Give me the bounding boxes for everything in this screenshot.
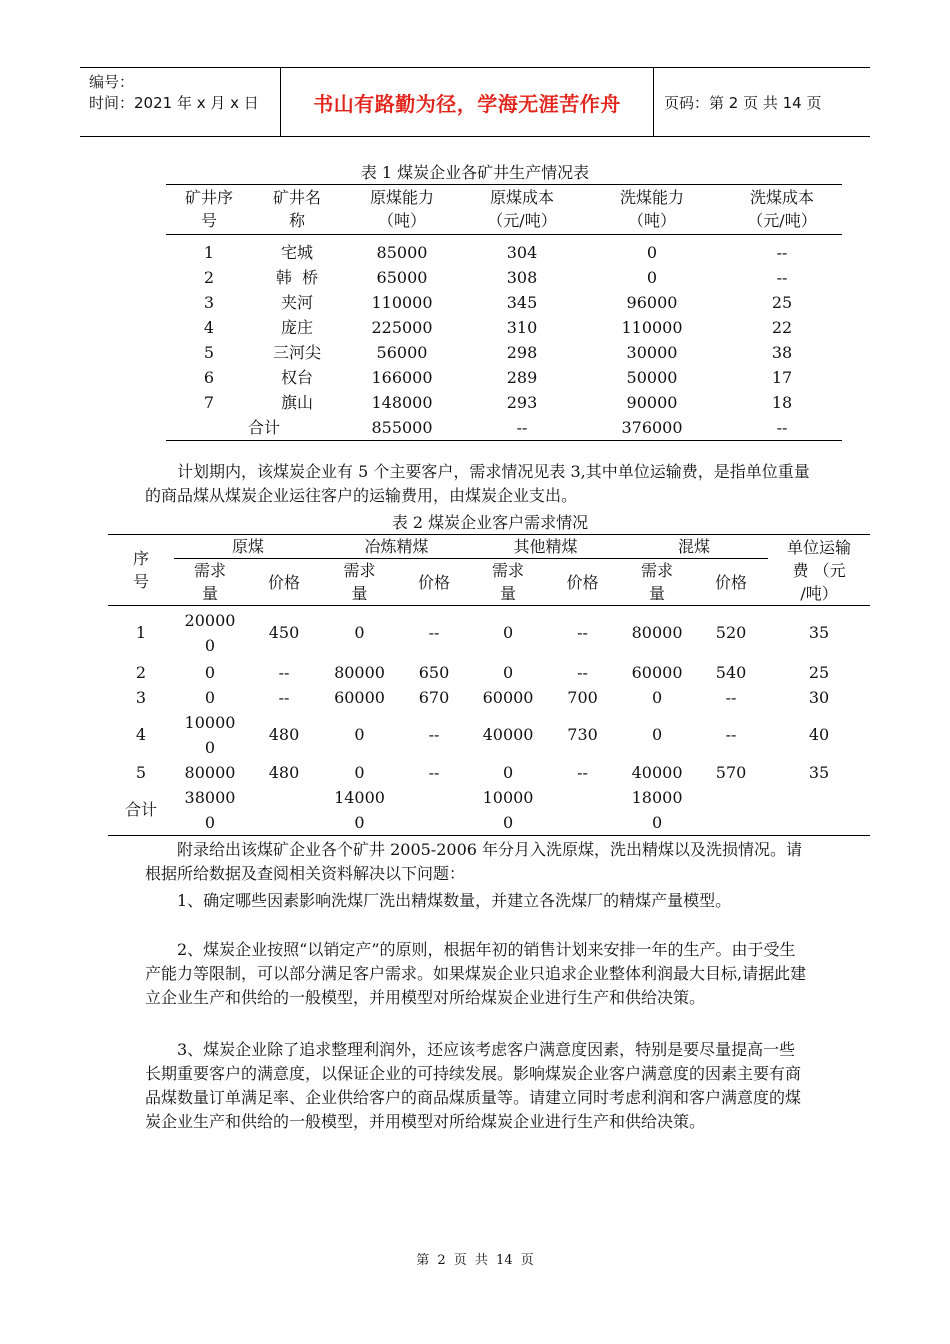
table2-total-row: 合计 38000 0 14000 0 10000 0 18000 0 [108,785,870,836]
table-row: 4 庞庄 225000 310 110000 22 [203,317,793,337]
table1-total-row: 合计 855000 -- 376000 -- [166,415,842,441]
table-row: 2 0 -- 80000 650 0 -- 60000 540 25 [135,662,830,682]
page-footer: 第 2 页 共 14 页 [416,1253,534,1268]
t2-price-header: 价格 [246,559,322,606]
t2-price-header: 价格 [545,559,620,606]
table-row: 3 0 -- 60000 670 60000 700 0 -- 30 [135,687,830,707]
table1-header-row [166,185,842,235]
t2-demand-header: 需求 量 [174,559,246,606]
table2-subheader-row [108,559,870,606]
t2-demand-header: 需求 量 [620,559,694,606]
table-row: 1 20000 0 450 0 -- 0 -- 80000 520 35 [135,610,830,655]
t2-demand-header: 需求 量 [471,559,545,606]
t1-header-seq: 矿井序 号 [166,185,252,235]
page-header [80,67,870,137]
table2-group-row [108,535,870,559]
t1-header-wash-capacity: 洗煤能力 （吨） [582,185,722,235]
customer-demand-table [108,534,870,836]
table-row: 5 80000 480 0 -- 0 -- 40000 570 35 [135,762,830,782]
table2-caption: 表 2 煤炭企业客户需求情况 [391,513,589,532]
t1-header-name: 矿井名 称 [252,185,342,235]
t2-price-header: 价格 [397,559,471,606]
time-label: 时间：2021 年 x 月 x 日 [89,94,259,112]
paragraph-question-2: 2、煤炭企业按照“以销定产”的原则，根据年初的销售计划来安排一年的生产。由于受生产能力等限制，可以部分满足客户需求。如果煤炭企业只追求企业整体利润最大目标,请据此建立企业生产和供给的一般模型，并用模型对所给煤炭企业进行生产和供给决策。 [145,940,807,1007]
table-row: 4 10000 0 480 0 -- 40000 730 0 -- 40 [135,712,830,757]
t2-price-header: 价格 [694,559,768,606]
table-row: 6 权台 166000 289 50000 17 [203,367,793,387]
t2-header-seq: 序 号 [108,535,174,606]
table1-caption: 表 1 煤炭企业各矿井生产情况表 [360,163,590,182]
t1-header-raw-cost: 原煤成本 （元/吨） [462,185,582,235]
table-row: 3 夹河 110000 345 96000 25 [203,292,793,312]
t2-header-freight: 单位运输 费 （元 /吨） [768,535,870,606]
t2-group-raw-coal: 原煤 [174,535,322,559]
paragraph-customers: 计划期内，该煤炭企业有 5 个主要客户，需求情况见表 3,其中单位运输费，是指单位重量的商品煤从煤炭企业运往客户的运输费用，由煤炭企业支出。 [145,462,810,505]
t2-demand-header: 需求 量 [322,559,397,606]
t1-header-raw-capacity: 原煤能力 （吨） [342,185,462,235]
header-motto: 书山有路勤为径，学海无涯苦作舟 [313,91,621,116]
t2-group-other-clean: 其他精煤 [471,535,620,559]
mine-production-table [166,184,842,441]
table-row: 1 宅城 85000 304 0 -- [203,242,788,262]
header-page-info: 页码：第 2 页 共 14 页 [664,93,822,112]
paragraph-question-1: 1、确定哪些因素影响洗煤厂洗出精煤数量，并建立各洗煤厂的精煤产量模型。 [177,891,732,910]
header-left-cell [80,68,281,136]
table-row: 5 三河尖 56000 298 30000 38 [203,342,793,362]
t1-header-wash-cost: 洗煤成本 （元/吨） [722,185,842,235]
paragraph-appendix: 附录给出该煤矿企业各个矿井 2005-2006 年分月入洗原煤，洗出精煤以及洗损情况。请根据所给数据及查阅相关资料解决以下问题： [145,840,803,883]
number-label: 编号： [89,73,135,91]
table-row: 2 韩 桥 65000 308 0 -- [203,267,788,287]
table-row: 7 旗山 148000 293 90000 18 [203,392,793,412]
header-motto-cell [281,68,654,136]
t2-group-smelting: 冶炼精煤 [322,535,471,559]
t2-group-mixed: 混煤 [620,535,768,559]
paragraph-question-3: 3、煤炭企业除了追求整理利润外，还应该考虑客户满意度因素，特别是要尽量提高一些长期重要客户的满意度，以保证企业的可持续发展。影响煤炭企业客户满意度的因素主要有商品煤数量订单满足率、企业供给客户的商品煤质量等。请建立同时考虑利润和客户满意度的煤炭企业生产和供给的一般模型，并用模型对所给煤炭企业进行生产和供给决策。 [145,1040,802,1131]
